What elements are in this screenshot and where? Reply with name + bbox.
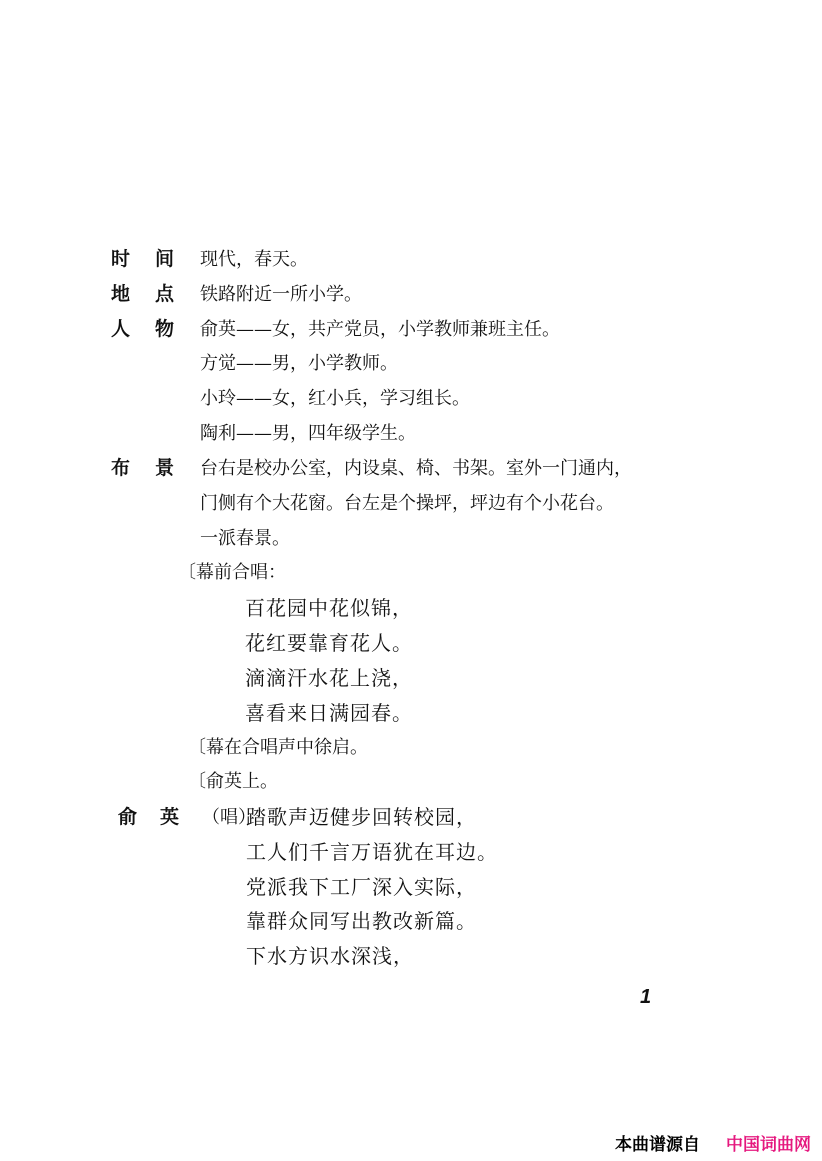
setting-line: 一派春景。	[200, 528, 290, 549]
song-cue: （唱）	[202, 807, 256, 828]
time-text: 现代，春天。	[200, 249, 308, 270]
setting-line: 门侧有个大花窗。台左是个操坪，坪边有个小花台。	[200, 493, 614, 514]
chorus-line: 百花园中花似锦，	[245, 596, 413, 620]
character-item: 陶利——男，四年级学生。	[200, 423, 416, 444]
speaker-name-1: 俞	[118, 806, 138, 828]
label-setting-2: 景	[155, 457, 175, 479]
character-item: 小玲——女，红小兵，学习组长。	[200, 388, 470, 409]
song-line: 工人们千言万语犹在耳边。	[246, 840, 498, 864]
label-place-1: 地	[111, 283, 131, 305]
chorus-intro: 〔幕前合唱：	[178, 562, 286, 583]
character-item: 俞英——女，共产党员，小学教师兼班主任。	[200, 319, 560, 340]
chorus-line: 花红要靠育花人。	[245, 631, 413, 655]
song-line: 靠群众同写出教改新篇。	[246, 909, 477, 933]
site-name-link[interactable]: 中国词曲网	[726, 1135, 811, 1155]
label-time-2: 间	[155, 248, 175, 270]
label-place-2: 点	[155, 283, 175, 305]
label-characters-2: 物	[155, 318, 175, 340]
stage-direction: 〔俞英上。	[188, 771, 278, 792]
place-text: 铁路附近一所小学。	[200, 284, 362, 305]
label-time-1: 时	[111, 248, 131, 270]
label-characters-1: 人	[111, 318, 131, 340]
song-line: 党派我下工厂深入实际，	[246, 875, 477, 899]
speaker-name-2: 英	[160, 806, 180, 828]
song-line: 踏歌声迈健步回转校园，	[246, 805, 477, 829]
setting-line: 台右是校办公室，内设桌、椅、书架。室外一门通内，	[200, 458, 632, 479]
stage-direction: 〔幕在合唱声中徐启。	[188, 737, 368, 758]
label-setting-1: 布	[111, 457, 131, 479]
source-text: 本曲谱源自	[615, 1135, 700, 1155]
character-item: 方觉——男，小学教师。	[200, 353, 398, 374]
chorus-line: 滴滴汗水花上浇，	[245, 666, 413, 690]
song-line: 下水方识水深浅，	[246, 944, 414, 968]
chorus-line: 喜看来日满园春。	[245, 701, 413, 725]
page-number: 1	[640, 986, 652, 1008]
